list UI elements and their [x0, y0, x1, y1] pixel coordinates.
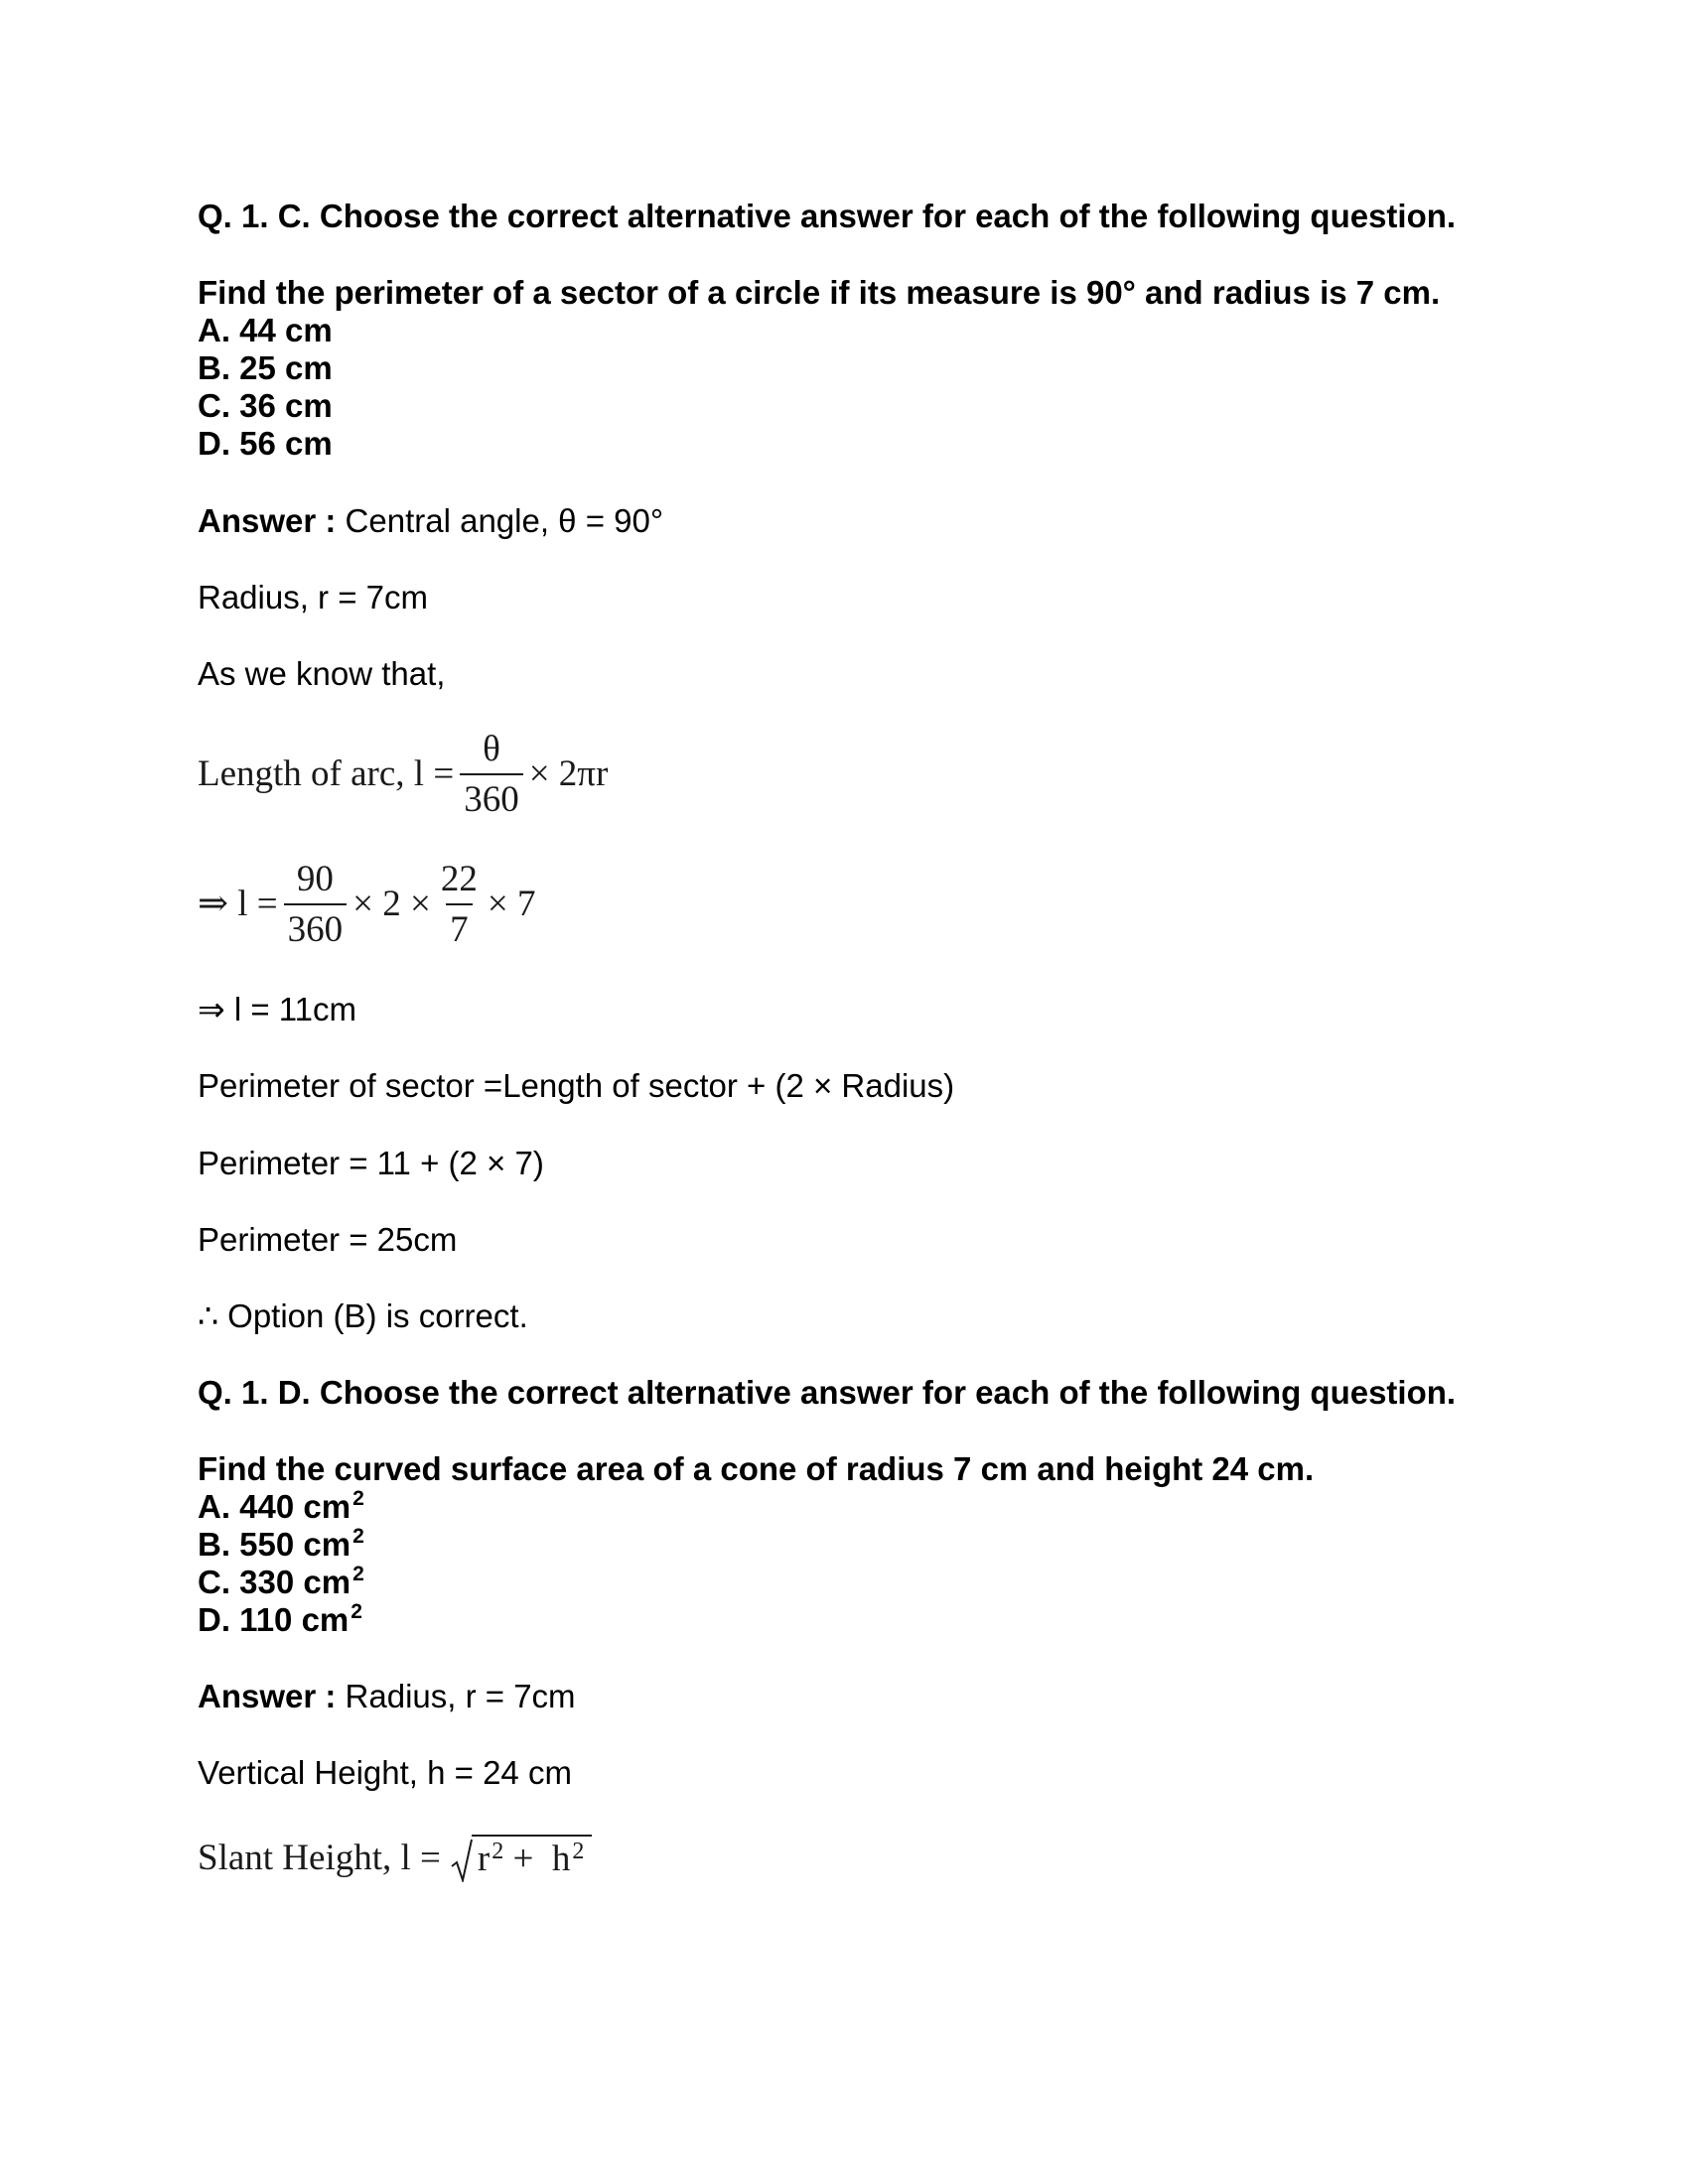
fraction-denominator: 7 [446, 903, 473, 948]
radical-sign-icon [451, 1839, 473, 1882]
answer-text: Central angle, θ = 90° [336, 502, 664, 539]
fraction-numerator: 90 [296, 859, 334, 899]
superscript: 2 [352, 1525, 364, 1548]
question-text: Find the perimeter of a sector of a circle if its measure is 90° and radius is 7 cm. [198, 274, 1441, 311]
answer-text: Radius, r = 7cm [336, 1678, 576, 1714]
answer-line [198, 502, 663, 540]
formula-lhs: Length of arc, l = [198, 753, 455, 794]
option-text: B. 550 cm [198, 1526, 352, 1563]
radicand [472, 1835, 592, 1882]
option-c [198, 1564, 364, 1606]
exponent: 2 [572, 1839, 585, 1864]
exponent: 2 [492, 1839, 504, 1864]
question-heading: Q. 1. C. Choose the correct alternative answer for each of the following question. [198, 198, 1457, 234]
superscript: 2 [352, 1487, 364, 1510]
fraction-numerator: θ [483, 729, 500, 769]
option-c: C. 36 cm [198, 387, 333, 424]
fraction [437, 861, 482, 948]
formula-rhs: × 2πr [528, 753, 609, 794]
formula-rhs: × 7 [487, 884, 536, 924]
fraction [460, 731, 523, 818]
question-text: Find the curved surface area of a cone of radius 7 cm and height 24 cm. [198, 1450, 1315, 1487]
plus-sign: + [503, 1839, 552, 1879]
fraction [284, 861, 348, 948]
answer-line [198, 1678, 576, 1715]
square-root [451, 1835, 592, 1882]
fraction-denominator: 360 [460, 773, 523, 818]
option-a [198, 1488, 364, 1531]
arc-length-substitution [198, 860, 536, 949]
option-d [198, 1601, 362, 1644]
height-line: Vertical Height, h = 24 cm [198, 1754, 572, 1791]
slant-height-formula [198, 1831, 592, 1886]
fraction-numerator: 22 [440, 859, 478, 899]
superscript: 2 [352, 1563, 364, 1585]
question-heading: Q. 1. D. Choose the correct alternative answer for each of the following question. [198, 1374, 1457, 1411]
formula-lhs: Slant Height, l = [198, 1838, 441, 1878]
superscript: 2 [351, 1600, 362, 1623]
option-b [198, 1526, 364, 1569]
radicand-r: r [477, 1839, 491, 1879]
conclusion: ∴ Option (B) is correct. [198, 1297, 528, 1334]
radius-line: Radius, r = 7cm [198, 579, 428, 615]
perimeter-definition: Perimeter of sector =Length of sector + (2 × Radius) [198, 1067, 955, 1104]
formula-lhs: ⇒ l = [198, 884, 278, 924]
answer-label: Answer : [198, 1678, 337, 1714]
answer-label: Answer : [198, 502, 337, 539]
perimeter-value: Perimeter = 25cm [198, 1221, 458, 1258]
arc-length-formula [198, 730, 608, 819]
option-text: C. 330 cm [198, 1564, 352, 1600]
option-text: A. 440 cm [198, 1488, 352, 1525]
fraction-denominator: 360 [284, 903, 348, 948]
option-a: A. 44 cm [198, 312, 333, 348]
arc-length-result: ⇒ l = 11cm [198, 991, 357, 1027]
know-line: As we know that, [198, 655, 446, 692]
radicand-h: h [551, 1839, 571, 1879]
option-d: D. 56 cm [198, 425, 333, 462]
option-text: D. 110 cm [198, 1601, 350, 1638]
option-b: B. 25 cm [198, 349, 333, 386]
formula-mid: × 2 × [352, 884, 431, 924]
perimeter-calculation: Perimeter = 11 + (2 × 7) [198, 1145, 544, 1181]
